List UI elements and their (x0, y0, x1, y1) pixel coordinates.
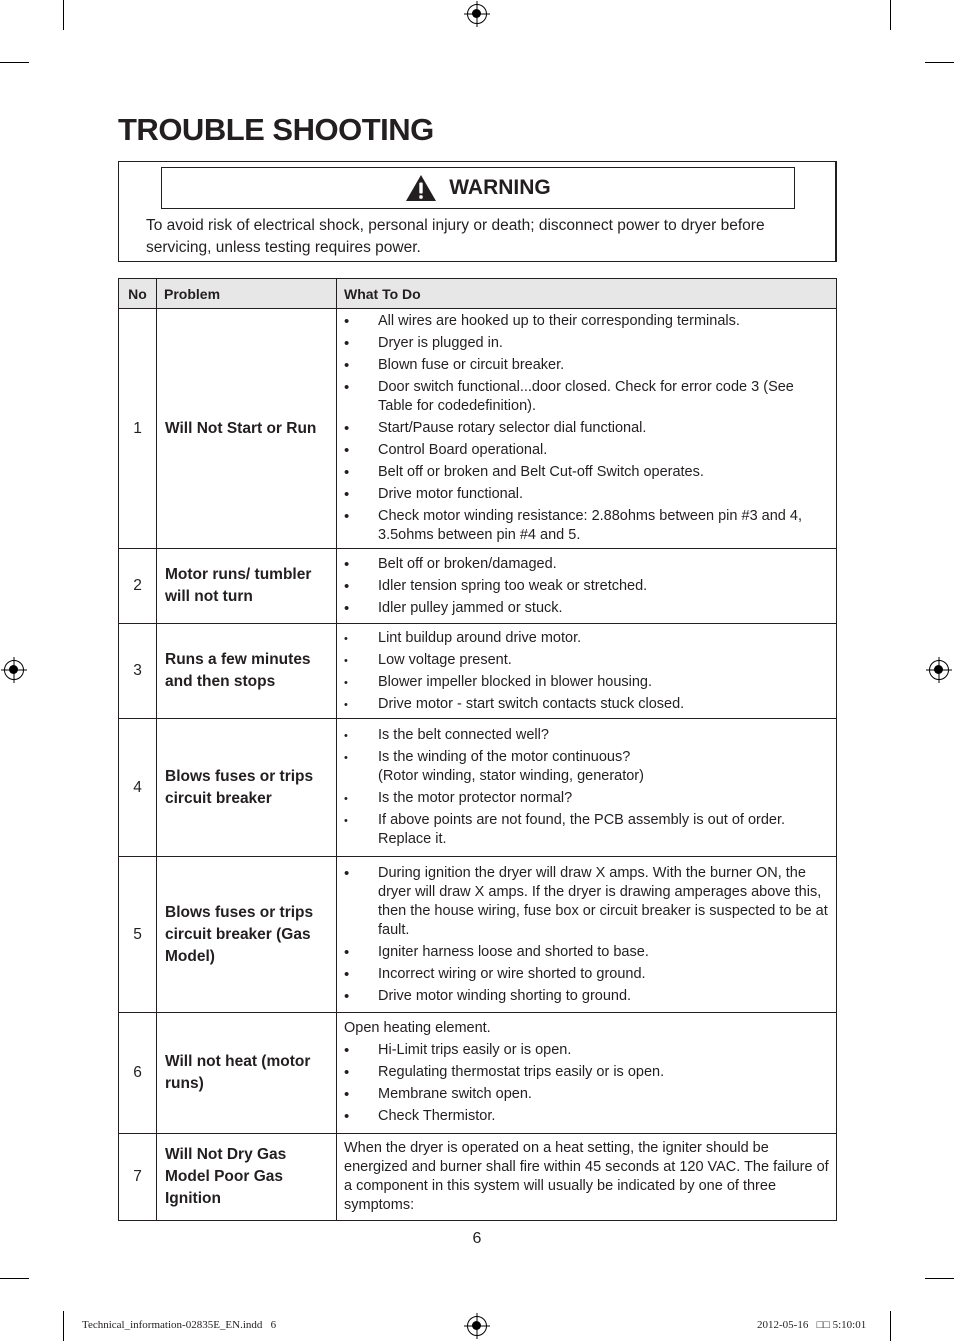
list-item: • Membrane switch open. (344, 1085, 830, 1104)
list-item: • Low voltage present. (344, 651, 830, 670)
list-item: • Igniter harness loose and shorted to base. (344, 943, 830, 962)
row-todo (337, 624, 837, 719)
list-item: • Incorrect wiring or wire shorted to ground. (344, 965, 830, 984)
warning-triangle-icon (405, 174, 437, 202)
row-todo (337, 1013, 837, 1134)
list-item (344, 748, 830, 786)
list-item: • Dryer is plugged in. (344, 334, 830, 353)
row-number: 6 (119, 1013, 157, 1134)
list-item: • Hi-Limit trips easily or is open. (344, 1041, 830, 1060)
list-item: • Is the belt connected well? (344, 726, 830, 745)
list-item: • Idler tension spring too weak or stretched. (344, 577, 830, 596)
crop-mark (925, 1278, 954, 1279)
list-item: • Control Board operational. (344, 441, 830, 460)
row-todo (337, 1134, 837, 1221)
row-problem: Motor runs/ tumbler will not turn (157, 549, 337, 624)
warning-label: WARNING (449, 176, 551, 199)
row-todo (337, 719, 837, 857)
warning-text (146, 215, 826, 259)
crop-mark (890, 0, 891, 30)
table-row (119, 1013, 837, 1134)
row-number: 7 (119, 1134, 157, 1221)
row-number: 1 (119, 309, 157, 549)
table-row (119, 719, 837, 857)
table-row (119, 549, 837, 624)
row-problem: Runs a few minutes and then stops (157, 624, 337, 719)
row-lead-text: Open heating element. (344, 1020, 491, 1036)
crop-mark (0, 62, 29, 63)
list-item: • Idler pulley jammed or stuck. (344, 599, 830, 618)
row-number: 5 (119, 857, 157, 1013)
list-item: • Regulating thermostat trips easily or is open. (344, 1063, 830, 1082)
column-header-problem: Problem (157, 279, 337, 309)
row-todo (337, 857, 837, 1013)
list-item: • Check motor winding resistance: 2.88ohms between pin #3 and 4, 3.5ohms between pin #4 and 5. (344, 507, 830, 545)
crop-mark (0, 1278, 29, 1279)
row-number: 3 (119, 624, 157, 719)
page-title: TROUBLE SHOOTING (118, 112, 434, 147)
registration-mark-icon (929, 660, 949, 680)
list-item-subnote: (Rotor winding, stator winding, generator) (378, 768, 644, 784)
table-row (119, 309, 837, 549)
row-todo (337, 549, 837, 624)
row-problem: Blows fuses or trips circuit breaker (Gas Model) (157, 857, 337, 1013)
list-item: • Drive motor winding shorting to ground. (344, 987, 830, 1006)
row-problem: Will Not Dry Gas Model Poor Gas Ignition (157, 1134, 337, 1221)
registration-mark-icon (467, 1316, 487, 1336)
warning-text-line: To avoid risk of electrical shock, personal injury or death; disconnect power to dryer before (146, 217, 765, 234)
list-item: • All wires are hooked up to their corresponding terminals. (344, 312, 830, 331)
row-number: 2 (119, 549, 157, 624)
warning-header (161, 167, 795, 209)
troubleshooting-table (118, 278, 837, 1221)
list-item: • Blown fuse or circuit breaker. (344, 356, 830, 375)
table-row (119, 857, 837, 1013)
list-item: • Belt off or broken/damaged. (344, 555, 830, 574)
list-item: • During ignition the dryer will draw X amps. With the burner ON, the dryer will draw X amps. If the dryer is drawing amperages above this, then the house wiring, fuse box or circuit breaker is suspected to be at fault. (344, 864, 830, 940)
crop-mark (890, 1311, 891, 1341)
page-number: 6 (472, 1230, 482, 1247)
list-item: • Check Thermistor. (344, 1107, 830, 1126)
column-header-todo: What To Do (337, 279, 837, 309)
crop-mark (63, 1311, 64, 1341)
table-row (119, 1134, 837, 1221)
list-item: • Drive motor - start switch contacts stuck closed. (344, 695, 830, 714)
table-header-row (119, 279, 837, 309)
footer-file-name: Technical_information-02835E_EN.indd 6 (82, 1319, 277, 1331)
column-header-no: No (119, 279, 157, 309)
row-todo (337, 309, 837, 549)
row-problem: Will not heat (motor runs) (157, 1013, 337, 1134)
row-paragraph: When the dryer is operated on a heat setting, the igniter should be energized and burner shall fire within 45 seconds at 120 VAC. The failure of a component in this system will usually be indicated by one of three symptoms: (344, 1140, 829, 1213)
registration-mark-icon (4, 660, 24, 680)
list-item: • Start/Pause rotary selector dial functional. (344, 419, 830, 438)
warning-box (118, 161, 837, 262)
row-problem: Will Not Start or Run (157, 309, 337, 549)
registration-mark-icon (467, 4, 487, 24)
row-problem: Blows fuses or trips circuit breaker (157, 719, 337, 857)
list-item: • Is the motor protector normal? (344, 789, 830, 808)
crop-mark (63, 0, 64, 30)
list-item: • If above points are not found, the PCB assembly is out of order. Replace it. (344, 811, 830, 849)
list-item: • Lint buildup around drive motor. (344, 629, 830, 648)
list-item-text: Is the winding of the motor continuous? (378, 749, 631, 765)
warning-text-line: servicing, unless testing requires power. (146, 239, 421, 256)
table-row (119, 624, 837, 719)
crop-mark (925, 62, 954, 63)
list-item: • Belt off or broken and Belt Cut-off Switch operates. (344, 463, 830, 482)
list-item: • Blower impeller blocked in blower housing. (344, 673, 830, 692)
row-number: 4 (119, 719, 157, 857)
list-item: • Drive motor functional. (344, 485, 830, 504)
footer-timestamp: 2012-05-16 □□ 5:10:01 (757, 1319, 867, 1331)
list-item: • Door switch functional...door closed. Check for error code 3 (See Table for codedefinition). (344, 378, 830, 416)
